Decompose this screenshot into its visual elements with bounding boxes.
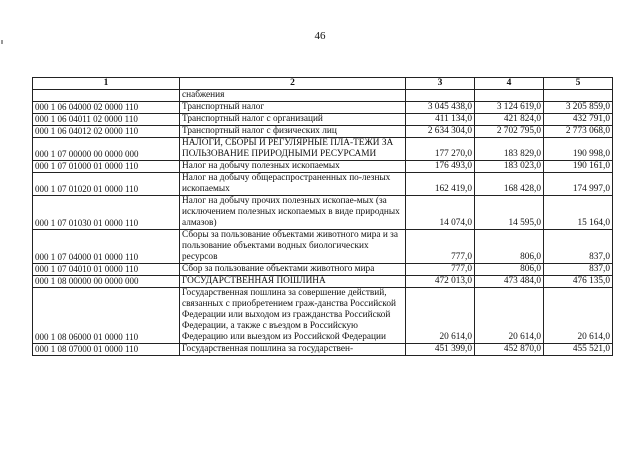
value-col-3: 176 493,0 — [406, 161, 475, 173]
value-col-4: 452 870,0 — [475, 344, 544, 356]
header-col-4: 4 — [475, 78, 544, 90]
table-row — [33, 344, 613, 356]
budget-code: 000 1 08 06000 01 0000 110 — [33, 288, 180, 344]
table-row — [33, 173, 613, 196]
item-name: снабжения — [180, 90, 406, 102]
budget-code: 000 1 06 04011 02 0000 110 — [33, 114, 180, 126]
table-row — [33, 102, 613, 114]
header-col-5: 5 — [544, 78, 613, 90]
budget-code: 000 1 08 00000 00 0000 000 — [33, 276, 180, 288]
table-row — [33, 138, 613, 161]
budget-code: 000 1 07 00000 00 0000 000 — [33, 138, 180, 161]
header-col-3: 3 — [406, 78, 475, 90]
header-col-1: 1 — [33, 78, 180, 90]
value-col-4: 20 614,0 — [475, 288, 544, 344]
value-col-3: 177 270,0 — [406, 138, 475, 161]
budget-code: 000 1 08 07000 01 0000 110 — [33, 344, 180, 356]
value-col-3: 777,0 — [406, 264, 475, 276]
value-col-4: 421 824,0 — [475, 114, 544, 126]
value-col-3 — [406, 90, 475, 102]
margin-mark — [1, 40, 3, 44]
table-row — [33, 196, 613, 230]
value-col-5: 476 135,0 — [544, 276, 613, 288]
page-number: 46 — [314, 30, 326, 42]
value-col-5: 3 205 859,0 — [544, 102, 613, 114]
value-col-5 — [544, 90, 613, 102]
item-name: Государственная пошлина за совершение действий, связанных с приобретением граж-данства Российской Федерации или выходом из гражданства Российской Федерации, а также с въездом в Российскую Федерацию или выездом из Российской Федерации — [180, 288, 406, 344]
value-col-4: 806,0 — [475, 264, 544, 276]
budget-code: 000 1 07 01020 01 0000 110 — [33, 173, 180, 196]
value-col-4 — [475, 90, 544, 102]
value-col-3: 14 074,0 — [406, 196, 475, 230]
table-row — [33, 90, 613, 102]
value-col-5: 2 773 068,0 — [544, 126, 613, 138]
item-name: Налог на добычу прочих полезных ископае-мых (за исключением полезных ископаемых в виде природных алмазов) — [180, 196, 406, 230]
table-header-row — [33, 78, 613, 90]
table-row — [33, 264, 613, 276]
budget-code: 000 1 07 04010 01 0000 110 — [33, 264, 180, 276]
item-name: НАЛОГИ, СБОРЫ И РЕГУЛЯРНЫЕ ПЛА-ТЕЖИ ЗА ПОЛЬЗОВАНИЕ ПРИРОДНЫМИ РЕСУРСАМИ — [180, 138, 406, 161]
value-col-5: 837,0 — [544, 264, 613, 276]
value-col-4: 2 702 795,0 — [475, 126, 544, 138]
item-name: Налог на добычу полезных ископаемых — [180, 161, 406, 173]
header-col-2: 2 — [180, 78, 406, 90]
budget-code: 000 1 06 04000 02 0000 110 — [33, 102, 180, 114]
item-name: ГОСУДАРСТВЕННАЯ ПОШЛИНА — [180, 276, 406, 288]
value-col-3: 472 013,0 — [406, 276, 475, 288]
budget-code: 000 1 06 04012 02 0000 110 — [33, 126, 180, 138]
budget-table — [32, 77, 613, 356]
value-col-4: 473 484,0 — [475, 276, 544, 288]
value-col-4: 168 428,0 — [475, 173, 544, 196]
table-row — [33, 126, 613, 138]
budget-code: 000 1 07 01000 01 0000 110 — [33, 161, 180, 173]
table-row — [33, 230, 613, 264]
value-col-5: 432 791,0 — [544, 114, 613, 126]
value-col-3: 3 045 438,0 — [406, 102, 475, 114]
value-col-3: 2 634 304,0 — [406, 126, 475, 138]
value-col-5: 190 998,0 — [544, 138, 613, 161]
item-name: Государственная пошлина за государствен- — [180, 344, 406, 356]
value-col-5: 174 997,0 — [544, 173, 613, 196]
value-col-3: 162 419,0 — [406, 173, 475, 196]
table-row — [33, 288, 613, 344]
value-col-5: 20 614,0 — [544, 288, 613, 344]
value-col-4: 14 595,0 — [475, 196, 544, 230]
value-col-4: 183 023,0 — [475, 161, 544, 173]
value-col-3: 20 614,0 — [406, 288, 475, 344]
table-row — [33, 161, 613, 173]
value-col-4: 183 829,0 — [475, 138, 544, 161]
value-col-5: 455 521,0 — [544, 344, 613, 356]
value-col-3: 451 399,0 — [406, 344, 475, 356]
table-row — [33, 114, 613, 126]
value-col-5: 837,0 — [544, 230, 613, 264]
table-row — [33, 276, 613, 288]
budget-code: 000 1 07 01030 01 0000 110 — [33, 196, 180, 230]
budget-code: 000 1 07 04000 01 0000 110 — [33, 230, 180, 264]
item-name: Сбор за пользование объектами животного мира — [180, 264, 406, 276]
value-col-5: 15 164,0 — [544, 196, 613, 230]
value-col-4: 806,0 — [475, 230, 544, 264]
value-col-3: 411 134,0 — [406, 114, 475, 126]
value-col-4: 3 124 619,0 — [475, 102, 544, 114]
item-name: Транспортный налог с организаций — [180, 114, 406, 126]
item-name: Сборы за пользование объектами животного мира и за пользование объектами водных биологических ресурсов — [180, 230, 406, 264]
value-col-5: 190 161,0 — [544, 161, 613, 173]
item-name: Транспортный налог с физических лиц — [180, 126, 406, 138]
budget-code — [33, 90, 180, 102]
value-col-3: 777,0 — [406, 230, 475, 264]
item-name: Налог на добычу общераспространенных по-лезных ископаемых — [180, 173, 406, 196]
item-name: Транспортный налог — [180, 102, 406, 114]
